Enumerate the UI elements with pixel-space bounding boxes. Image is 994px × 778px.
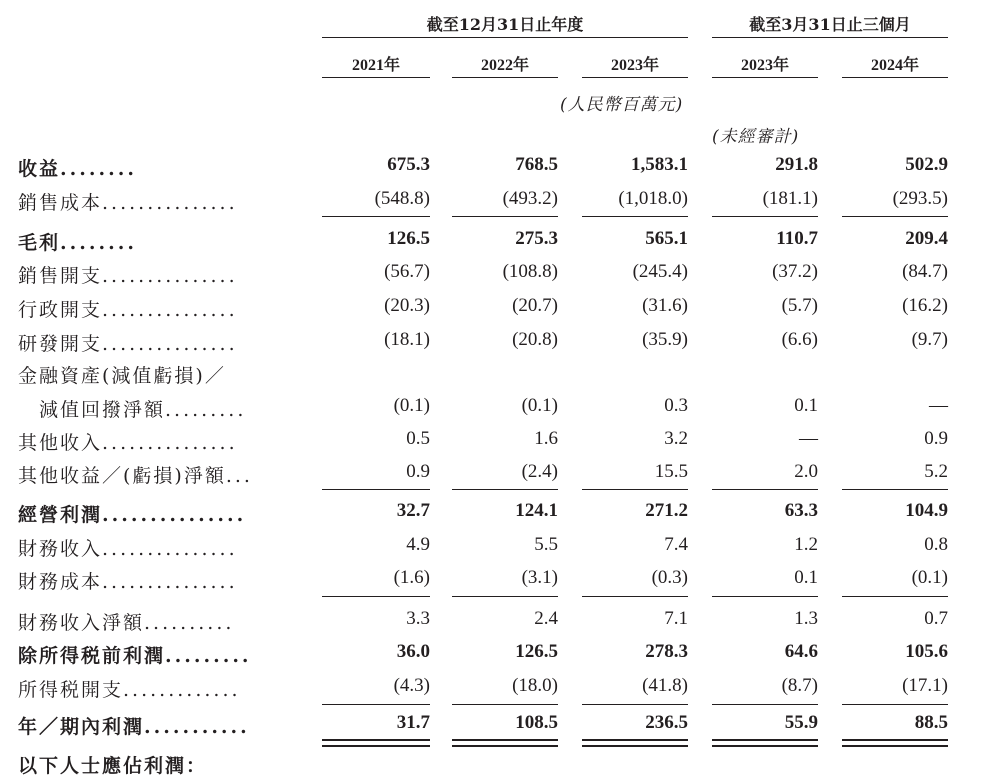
table-cell: (3.1) xyxy=(521,567,558,588)
table-cell: (37.2) xyxy=(772,261,818,282)
row-label-text: 財務收入 xyxy=(18,538,103,560)
row-label xyxy=(18,188,238,215)
row-label xyxy=(18,228,137,255)
subtotal-rule xyxy=(582,596,688,597)
table-cell: 1.2 xyxy=(794,534,818,555)
table-cell: 2.0 xyxy=(794,461,818,482)
table-cell: (20.3) xyxy=(384,295,430,316)
row-label xyxy=(18,154,137,181)
table-cell: 7.1 xyxy=(664,608,688,629)
table-cell: (31.6) xyxy=(642,295,688,316)
table-cell: (0.1) xyxy=(911,567,948,588)
subtotal-rule xyxy=(452,704,558,705)
row-leader-dots: ........ xyxy=(60,232,137,254)
table-cell: (5.7) xyxy=(781,295,818,316)
year-underline-2 xyxy=(452,77,558,78)
table-cell: (9.7) xyxy=(911,329,948,350)
row-label-text: 毛利 xyxy=(18,232,61,254)
row-leader-dots: ............... xyxy=(102,571,238,593)
table-cell: 110.7 xyxy=(776,228,818,249)
table-cell: 1.3 xyxy=(794,608,818,629)
subtotal-rule xyxy=(712,596,818,597)
group-header-quarter: 截至3月31日止三個月 xyxy=(749,15,911,34)
year-underline-3 xyxy=(582,77,688,78)
row-label-text: 經營利潤 xyxy=(18,504,103,526)
row-label-text: 財務收入淨額 xyxy=(18,612,145,634)
table-cell: (4.3) xyxy=(393,675,430,696)
row-leader-dots: .......... xyxy=(144,612,235,634)
table-cell: 1.6 xyxy=(534,428,558,449)
table-cell: (108.8) xyxy=(502,261,558,282)
subtotal-rule xyxy=(452,489,558,490)
table-cell: (16.2) xyxy=(902,295,948,316)
currency-note: (人民幣百萬元) xyxy=(560,95,684,115)
row-leader-dots: ............... xyxy=(102,299,238,321)
row-leader-dots: ............... xyxy=(102,504,247,526)
row-leader-dots: ........ xyxy=(60,158,137,180)
subtotal-rule xyxy=(582,704,688,705)
table-cell: 565.1 xyxy=(645,228,688,249)
table-cell: (245.4) xyxy=(632,261,688,282)
row-leader-dots: ............. xyxy=(123,679,241,701)
row-label xyxy=(18,461,253,488)
row-label-text: 金融資產(減值虧損)／ xyxy=(18,365,226,387)
table-cell: (56.7) xyxy=(384,261,430,282)
row-label-text: 銷售成本 xyxy=(18,192,103,214)
row-label xyxy=(18,712,250,739)
row-leader-dots: ......... xyxy=(165,645,252,667)
row-label-text: 其他收益／(虧損)淨額 xyxy=(18,465,226,487)
table-cell: 36.0 xyxy=(396,641,430,662)
row-label xyxy=(18,361,226,388)
total-double-rule xyxy=(582,739,688,741)
table-cell: — xyxy=(929,395,948,416)
table-cell: 291.8 xyxy=(775,154,818,175)
table-cell: 675.3 xyxy=(387,154,430,175)
table-cell: (0.3) xyxy=(651,567,688,588)
subtotal-rule xyxy=(842,489,948,490)
total-double-rule xyxy=(842,745,948,747)
table-cell: 209.4 xyxy=(905,228,948,249)
year-header-2021: 2021年 xyxy=(351,57,400,74)
table-cell: 768.5 xyxy=(515,154,558,175)
group-quarter-underline xyxy=(712,37,948,38)
subtotal-rule xyxy=(582,216,688,217)
year-underline-5 xyxy=(842,77,948,78)
table-cell: (293.5) xyxy=(892,188,948,209)
table-cell: 63.3 xyxy=(784,500,818,521)
table-cell: (1.6) xyxy=(393,567,430,588)
year-header-2022: 2022年 xyxy=(480,57,529,74)
table-cell: (18.0) xyxy=(512,675,558,696)
table-cell: 0.7 xyxy=(924,608,948,629)
row-label xyxy=(18,428,238,455)
year-header-2023: 2023年 xyxy=(610,57,659,74)
table-cell: 0.5 xyxy=(406,428,430,449)
total-double-rule xyxy=(452,739,558,741)
table-cell: (1,018.0) xyxy=(618,188,688,209)
row-leader-dots: ............... xyxy=(102,432,238,454)
table-cell: 0.3 xyxy=(664,395,688,416)
row-leader-dots: ... xyxy=(225,465,253,487)
table-cell: 124.1 xyxy=(515,500,558,521)
table-cell: 0.1 xyxy=(794,395,818,416)
table-cell: 31.7 xyxy=(396,712,430,733)
row-label-text: 收益 xyxy=(18,158,61,180)
year-underline-4 xyxy=(712,77,818,78)
total-double-rule xyxy=(582,745,688,747)
row-label xyxy=(18,295,238,322)
table-cell: 104.9 xyxy=(905,500,948,521)
subtotal-rule xyxy=(842,216,948,217)
table-cell: (493.2) xyxy=(502,188,558,209)
total-double-rule xyxy=(712,745,818,747)
table-cell: 5.5 xyxy=(534,534,558,555)
total-double-rule xyxy=(712,739,818,741)
subtotal-rule xyxy=(452,216,558,217)
year-header-2024-q1: 2024年 xyxy=(870,57,919,74)
group-annual-underline xyxy=(322,37,688,38)
row-label xyxy=(18,608,234,635)
table-cell: (2.4) xyxy=(521,461,558,482)
unaudited-note: (未經審計) xyxy=(712,127,800,147)
table-cell: 15.5 xyxy=(654,461,688,482)
table-cell: 0.9 xyxy=(406,461,430,482)
table-cell: (181.1) xyxy=(762,188,818,209)
row-leader-dots: ............... xyxy=(102,538,238,560)
table-cell: 0.8 xyxy=(924,534,948,555)
row-label xyxy=(18,395,246,422)
group-header-annual: 截至12月31日止年度 xyxy=(426,15,584,34)
table-cell: 32.7 xyxy=(396,500,430,521)
row-label-text: 其他收入 xyxy=(18,432,103,454)
table-cell: 1,583.1 xyxy=(631,154,688,175)
table-cell: 108.5 xyxy=(515,712,558,733)
subtotal-rule xyxy=(322,216,430,217)
subtotal-rule xyxy=(322,596,430,597)
row-label-text: 研發開支 xyxy=(18,333,103,355)
table-cell: 88.5 xyxy=(914,712,948,733)
table-cell: 0.1 xyxy=(794,567,818,588)
table-cell: 5.2 xyxy=(924,461,948,482)
row-label-text: 除所得税前利潤 xyxy=(18,645,166,667)
table-cell: 126.5 xyxy=(515,641,558,662)
table-cell: (35.9) xyxy=(642,329,688,350)
subtotal-rule xyxy=(712,489,818,490)
table-cell: (0.1) xyxy=(521,395,558,416)
row-label-text: 減值回撥淨額 xyxy=(18,399,166,421)
row-label xyxy=(18,329,238,356)
table-cell: (20.8) xyxy=(512,329,558,350)
row-label xyxy=(18,675,241,702)
total-double-rule xyxy=(842,739,948,741)
total-double-rule xyxy=(322,739,430,741)
table-cell: (41.8) xyxy=(642,675,688,696)
table-cell: 55.9 xyxy=(784,712,818,733)
row-label xyxy=(18,567,238,594)
table-cell: 0.9 xyxy=(924,428,948,449)
subtotal-rule xyxy=(322,489,430,490)
subtotal-rule xyxy=(842,596,948,597)
table-cell: (8.7) xyxy=(781,675,818,696)
table-cell: 7.4 xyxy=(664,534,688,555)
row-label xyxy=(18,641,252,668)
table-cell: (0.1) xyxy=(393,395,430,416)
table-cell: 105.6 xyxy=(905,641,948,662)
subtotal-rule xyxy=(712,216,818,217)
table-cell: 502.9 xyxy=(905,154,948,175)
row-label-text: 財務成本 xyxy=(18,571,103,593)
table-cell: (6.6) xyxy=(781,329,818,350)
subtotal-rule xyxy=(842,704,948,705)
row-leader-dots: ........... xyxy=(144,716,250,738)
table-cell: 271.2 xyxy=(645,500,688,521)
table-cell: — xyxy=(799,428,818,449)
row-label xyxy=(18,261,238,288)
table-cell: 64.6 xyxy=(784,641,818,662)
total-double-rule xyxy=(322,745,430,747)
subtotal-rule xyxy=(452,596,558,597)
table-cell: 236.5 xyxy=(645,712,688,733)
subtotal-rule xyxy=(582,489,688,490)
row-leader-dots: ......... xyxy=(165,399,247,421)
table-cell: 4.9 xyxy=(406,534,430,555)
table-cell: 3.2 xyxy=(664,428,688,449)
table-cell: (20.7) xyxy=(512,295,558,316)
row-leader-dots: ............... xyxy=(102,265,238,287)
year-header-2023-q1: 2023年 xyxy=(740,57,789,74)
table-cell: 126.5 xyxy=(387,228,430,249)
row-label-text: 銷售開支 xyxy=(18,265,103,287)
table-cell: 275.3 xyxy=(515,228,558,249)
table-cell: (84.7) xyxy=(902,261,948,282)
row-leader-dots: ............... xyxy=(102,192,238,214)
row-label-text: 行政開支 xyxy=(18,299,103,321)
table-cell: 2.4 xyxy=(534,608,558,629)
footer-partial-heading: 以下人士應佔利潤： xyxy=(18,755,208,777)
table-cell: (548.8) xyxy=(374,188,430,209)
row-label xyxy=(18,500,246,527)
table-cell: (17.1) xyxy=(902,675,948,696)
row-leader-dots: ............... xyxy=(102,333,238,355)
row-label-text: 年／期內利潤 xyxy=(18,716,145,738)
row-label xyxy=(18,534,238,561)
row-label-text: 所得税開支 xyxy=(18,679,124,701)
subtotal-rule xyxy=(322,704,430,705)
table-cell: 3.3 xyxy=(406,608,430,629)
table-cell: (18.1) xyxy=(384,329,430,350)
year-underline-1 xyxy=(322,77,430,78)
table-cell: 278.3 xyxy=(645,641,688,662)
subtotal-rule xyxy=(712,704,818,705)
total-double-rule xyxy=(452,745,558,747)
